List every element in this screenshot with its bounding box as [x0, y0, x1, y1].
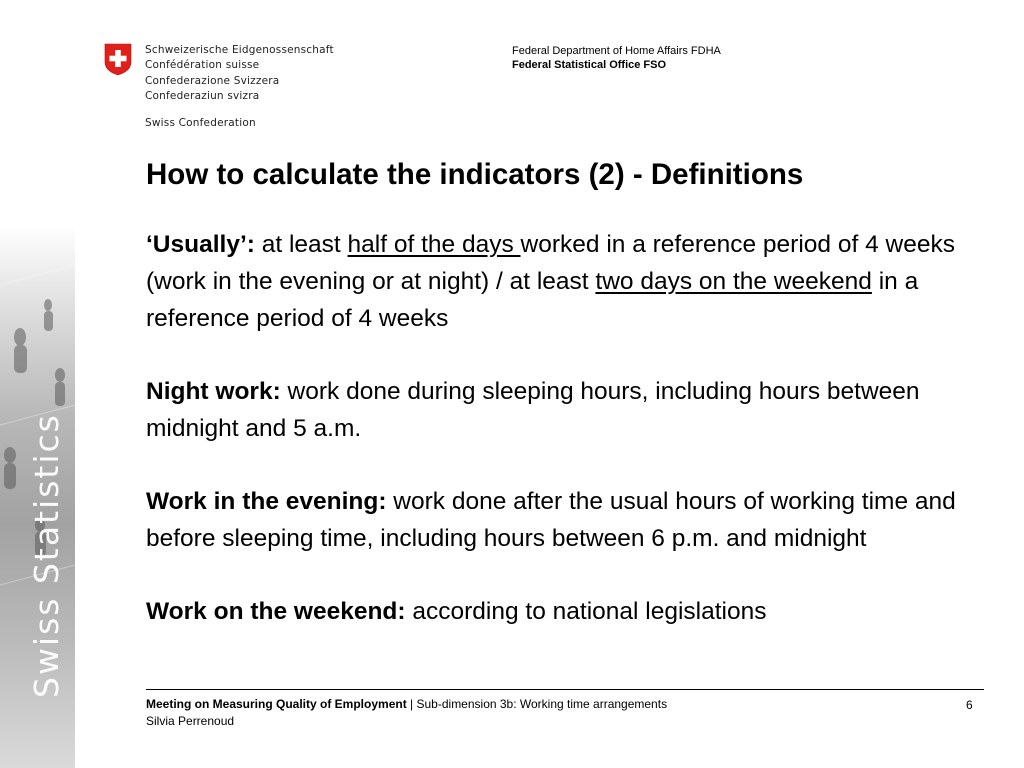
- definition-weekend-work: [146, 593, 1006, 630]
- underlined-two-days-weekend: two days on the weekend: [595, 268, 872, 295]
- definition-evening-work: [146, 483, 1006, 557]
- underlined-half-of-days: half of the days: [347, 231, 521, 258]
- author-name: Silvia Perrenoud: [146, 714, 235, 728]
- definition-text: at least: [254, 231, 348, 258]
- definition-night-work: [146, 373, 1006, 447]
- swiss-statistics-sidebar-label: Swiss Statistics: [27, 413, 66, 698]
- subdimension-label: Sub-dimension 3b: Working time arrangements: [416, 697, 668, 711]
- footer-divider: [146, 689, 984, 690]
- department-name: Federal Department of Home Affairs FDHA: [512, 45, 721, 57]
- slide-footer: [146, 696, 667, 730]
- footer-separator: |: [406, 697, 417, 711]
- language-name-it: Confederazione Svizzera: [145, 74, 280, 87]
- term-usually: ‘Usually’:: [146, 231, 255, 258]
- definition-text: work done after the usual hours of working time and before sleeping time, including hours between 6 p.m. and midnight: [146, 488, 956, 552]
- definition-text: work done during sleeping hours, including hours between midnight and 5 a.m.: [146, 378, 920, 442]
- term-night-work: Night work:: [146, 378, 281, 405]
- language-name-fr: Confédération suisse: [145, 59, 260, 72]
- meeting-name: Meeting on Measuring Quality of Employment: [146, 697, 407, 711]
- department-block: [512, 44, 721, 72]
- language-name-de: Schweizerische Eidgenossenschaft: [145, 44, 334, 56]
- slide-title: How to calculate the indicators (2) - Definitions: [146, 158, 804, 191]
- swiss-flag-icon: [103, 42, 133, 76]
- swiss-confederation-label: Swiss Confederation: [145, 117, 256, 129]
- definition-text: worked in a reference period of 4 weeks (work in the evening or at night) / at least: [146, 231, 955, 295]
- office-name: Federal Statistical Office FSO: [512, 59, 667, 71]
- confederation-names: [145, 43, 334, 104]
- page-number: 6: [966, 698, 973, 712]
- term-evening-work: Work in the evening:: [146, 488, 387, 515]
- term-weekend-work: Work on the weekend:: [146, 598, 406, 625]
- definition-usually: [146, 226, 1006, 337]
- definitions-body: [146, 226, 1006, 666]
- definition-text: in a reference period of 4 weeks: [146, 268, 919, 332]
- language-name-rm: Confederaziun svizra: [145, 89, 260, 102]
- definition-text: according to national legislations: [405, 598, 767, 625]
